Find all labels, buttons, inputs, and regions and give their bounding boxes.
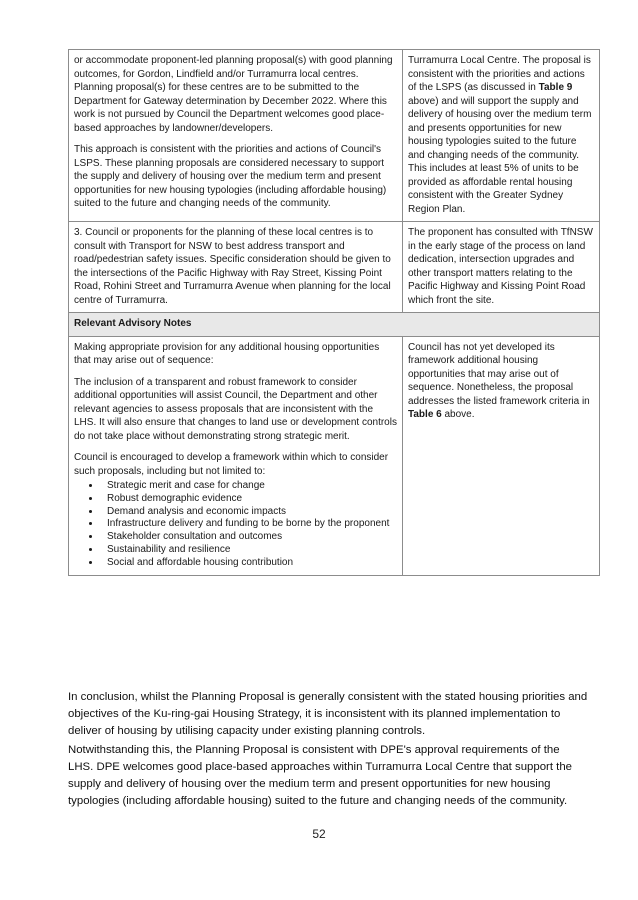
conclusion-paragraph: In conclusion, whilst the Planning Proposal is generally consistent with the stated housing priorities and objectives of the Ku-ring-gai Housing Strategy, it is inconsistent with its planned implementation to deliver of housing by utilising capacity under existing planning controls. bbox=[68, 691, 588, 737]
list-item: • Demand analysis and economic impacts bbox=[101, 506, 397, 519]
list-item: • Social and affordable housing contribution bbox=[101, 557, 397, 570]
table-reference: Table 6 bbox=[408, 409, 442, 420]
table-row bbox=[69, 50, 600, 222]
list-item: • Robust demographic evidence bbox=[101, 493, 397, 506]
consistency-table bbox=[68, 49, 600, 576]
list-item: • Infrastructure delivery and funding to be borne by the proponent bbox=[101, 518, 397, 531]
table-cell-requirement bbox=[69, 50, 403, 222]
table-row bbox=[69, 222, 600, 313]
response-text: Council has not yet developed its framework additional housing opportunities that may arise out of sequence. Nonetheless, the proposal addresses the listed framework criteria in bbox=[408, 341, 590, 407]
advisory-paragraph: Making appropriate provision for any additional housing opportunities that may arise out of sequence: bbox=[74, 341, 380, 366]
requirement-paragraph: or accommodate proponent-led planning proposal(s) with good planning outcomes, for Gordon, Lindfield and/or Turramurra local centres. Planning proposal(s) for these centres are to be submitted to the Department for Gateway determination by December 2022. Where this work is not pursued by Council the Department welcomes good place-based approaches by landowner/developers. bbox=[74, 55, 393, 134]
table-cell-requirement bbox=[69, 222, 403, 313]
response-text: above) and will support the supply and delivery of housing over the medium term and presents opportunities for new housing typologies suited to the future and changing needs of the community. This includes at least 5% of units to be provided as affordable rental housing consistent with the Greater Sydney Region Plan. bbox=[408, 95, 592, 215]
table-cell-response bbox=[403, 336, 600, 575]
response-text: above. bbox=[441, 409, 475, 420]
table-cell-response bbox=[403, 50, 600, 222]
advisory-paragraph: The inclusion of a transparent and robust framework to consider additional opportunities will assist Council, the Department and other relevant agencies to assess proposals that are inconsistent with the LHS. It will also ensure that changes to land use or development controls do not take place without demonstrating strong strategic merit. bbox=[74, 376, 397, 442]
list-item: • Strategic merit and case for change bbox=[101, 480, 397, 493]
table-cell-response bbox=[403, 222, 600, 313]
advisory-paragraph: Council is encouraged to develop a framework within which to consider such proposals, including but not limited to: bbox=[74, 452, 389, 477]
criteria-list bbox=[74, 480, 397, 570]
requirement-paragraph: 3. Council or proponents for the planning of these local centres is to consult with Transport for NSW to best address transport and road/pedestrian safety issues. Specific consideration should be given to the intersections of the Pacific Highway with Ray Street, Kissing Point Road, Rohini Street and Turramurra Avenue when planning for the local centre of Turramurra. bbox=[74, 227, 391, 306]
table-reference: Table 9 bbox=[538, 82, 573, 93]
page-number: 52 bbox=[312, 827, 326, 841]
table-cell-requirement bbox=[69, 336, 403, 575]
advisory-notes-header: Relevant Advisory Notes bbox=[69, 313, 600, 337]
response-text: The proponent has consulted with TfNSW in the early stage of the process on land dedication, intersection upgrades and other transport matters relating to the Pacific Highway and Kissing Point Road which front the site. bbox=[408, 227, 593, 306]
table-row-header bbox=[69, 313, 600, 337]
table-row bbox=[69, 336, 600, 575]
requirement-paragraph: This approach is consistent with the priorities and actions of Council's LSPS. These planning proposals are considered necessary to support the supply and delivery of housing over the medium term and present opportunities for new housing typologies (including affordable housing) suited to the future and changing needs of the community. bbox=[74, 144, 387, 209]
list-item: • Stakeholder consultation and outcomes bbox=[101, 531, 397, 544]
response-text: Turramurra Local Centre. The proposal is consistent with the priorities and actions of the LSPS (as discussed in bbox=[408, 55, 591, 93]
conclusion-paragraph: Notwithstanding this, the Planning Proposal is consistent with DPE's approval requirements of the LHS. DPE welcomes good place-based approaches within Turramurra Local Centre that support the supply and delivery of housing over the medium term and present opportunities for new housing typologies (including affordable housing) suited to the future and changing needs of the community. bbox=[68, 744, 572, 807]
list-item: • Sustainability and resilience bbox=[101, 544, 397, 557]
